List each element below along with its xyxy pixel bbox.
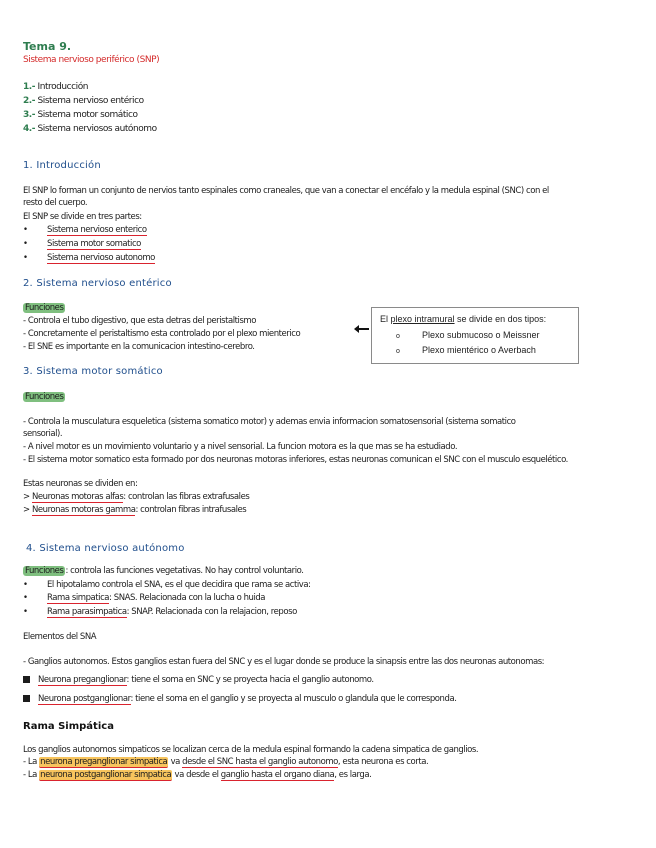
bullet-line: - El SNE es importante en la comunicacion intestino-cerebro. <box>23 342 255 352</box>
list-item: Neurona postganglionar: tiene el soma en el ganglio y se proyecta al musculo o glandula que le corresponda. <box>23 694 456 704</box>
index-item: 4.- Sistema nerviosos autónomo <box>23 124 157 134</box>
list-item: • Rama parasimpatica: SNAP. Relacionada con la relajacion, reposo <box>23 607 297 617</box>
list-item: > Neuronas motoras alfas: controlan las fibras extrafusales <box>23 492 250 502</box>
list-item: > Neuronas motoras gamma: controlan fibras intrafusales <box>23 505 247 515</box>
subsection-heading: Rama Simpática <box>23 721 114 732</box>
bullet-line: - Concretamente el peristaltismo esta controlado por el plexo mienterico <box>23 329 301 339</box>
arrow-icon <box>357 328 369 330</box>
index-item: 1.- Introducción <box>23 82 89 92</box>
paragraph: Elementos del SNA <box>23 632 97 642</box>
bullet-line: - Controla la musculatura esqueletica (sistema somatico motor) y ademas envia informacion somatosensorial (sistema somatico <box>23 417 516 427</box>
list-item: • El hipotalamo controla el SNA, es el que decidira que rama se activa: <box>23 580 311 590</box>
paragraph: - Ganglios autonomos. Estos ganglios estan fuera del SNC y es el lugar donde se produce la sinapsis entre las dos neuronas autonomas: <box>23 657 545 667</box>
square-bullet-icon <box>23 695 30 702</box>
list-item: • Sistema nervioso enterico <box>23 225 147 235</box>
bullet-line: sensorial). <box>23 429 63 439</box>
list-item: • Rama simpatica: SNAS. Relacionada con la lucha o huida <box>23 593 266 603</box>
paragraph: Los ganglios autonomos simpaticos se localizan cerca de la medula espinal formando la cadena simpatica de ganglios. <box>23 745 479 755</box>
funciones-line: Funciones : controla las funciones vegetativas. No hay control voluntario. <box>25 566 304 576</box>
paragraph: resto del cuerpo. <box>23 198 88 208</box>
section-2-heading: 2. Sistema nervioso entérico <box>23 278 172 289</box>
paragraph: Estas neuronas se dividen en: <box>23 479 138 489</box>
paragraph: - La neurona preganglionar simpatica va desde el SNC hasta el ganglio autonomo, esta neurona es corta. <box>23 757 429 767</box>
funciones-label: Funciones <box>25 303 64 313</box>
bullet-line: - A nivel motor es un movimiento voluntario y a nivel sensorial. La funcion motora es la que mas se ha estudiado. <box>23 442 458 452</box>
topic-title: Tema 9. <box>23 40 72 53</box>
section-1-heading: 1. Introducción <box>23 160 101 171</box>
square-bullet-icon <box>23 676 30 683</box>
section-3-heading: 3. Sistema motor somático <box>23 366 163 377</box>
box-intro: El plexo intramural se divide en dos tipos: <box>380 314 547 324</box>
box-item: o Plexo submucoso o Meissner <box>396 330 540 340</box>
index-item: 3.- Sistema motor somático <box>23 110 138 120</box>
paragraph: El SNP lo forman un conjunto de nervios tanto espinales como craneales, que van a conectar el encéfalo y la medula espinal (SNC) con el <box>23 186 549 196</box>
bullet-line: - Controla el tubo digestivo, que esta detras del peristaltismo <box>23 316 257 326</box>
list-item: • Sistema motor somatico <box>23 239 141 249</box>
bullet-line: - El sistema motor somatico esta formado por dos neuronas motoras inferiores, estas neuronas comunican el SNC con el musculo esquelético. <box>23 455 568 465</box>
index-item: 2.- Sistema nervioso entérico <box>23 96 144 106</box>
plexo-info-box <box>371 307 579 364</box>
list-item: Neurona preganglionar: tiene el soma en SNC y se proyecta hacia el ganglio autonomo. <box>23 675 374 685</box>
topic-subtitle: Sistema nervioso periférico (SNP) <box>23 55 160 65</box>
funciones-label: Funciones <box>25 392 64 402</box>
list-item: • Sistema nervioso autonomo <box>23 253 155 263</box>
paragraph: El SNP se divide en tres partes: <box>23 212 142 222</box>
paragraph: - La neurona postganglionar simpatica va desde el ganglio hasta el organo diana, es larga. <box>23 770 372 780</box>
box-item: o Plexo mientérico o Averbach <box>396 345 536 355</box>
section-4-heading: 4. Sistema nervioso autónomo <box>26 543 185 554</box>
